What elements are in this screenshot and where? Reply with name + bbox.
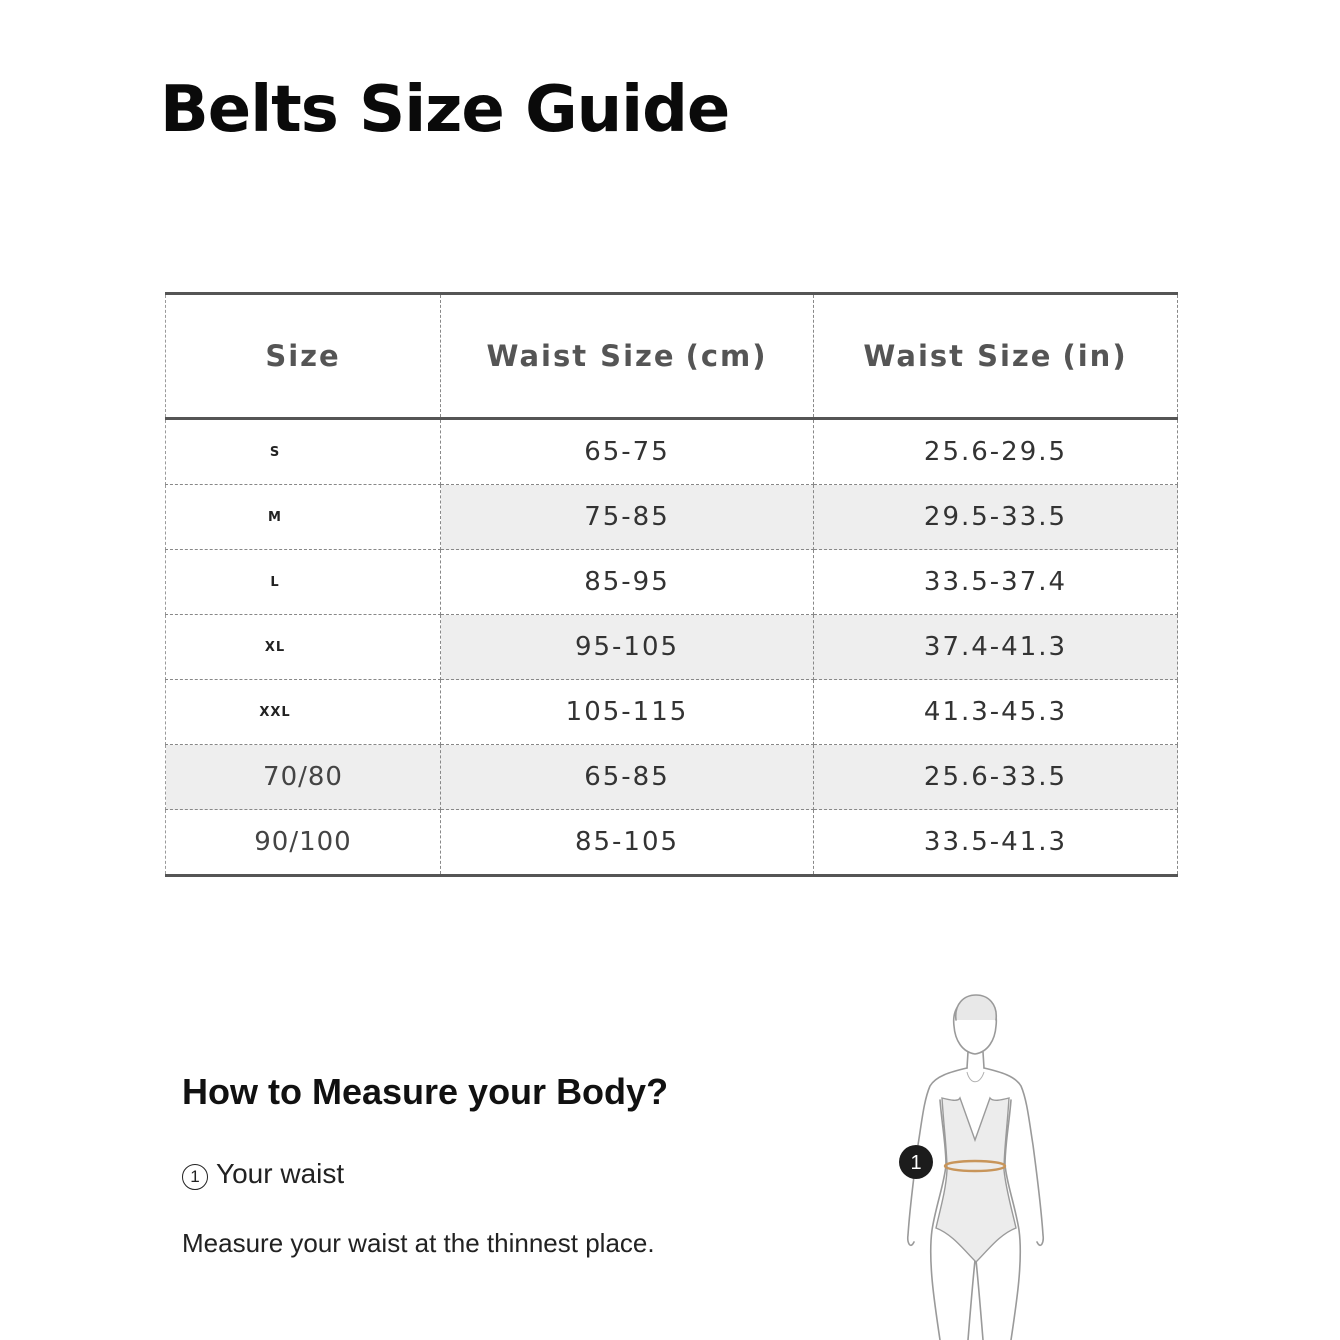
row-waist-cm: 65-85 [441,745,814,810]
measure-description: Measure your waist at the thinnest place. [182,1228,655,1258]
header-size [166,294,441,419]
step-number-badge: 1 [182,1164,208,1190]
measure-step [182,1160,344,1190]
header-waist-cm-label: Waist Size [486,339,676,373]
row-waist-cm: 85-105 [441,810,814,876]
row-size: 90/100 [166,810,441,876]
page-title: Belts Size Guide [160,73,730,147]
row-waist-in: 41.3-45.3 [814,680,1178,745]
header-waist-cm-unit: (cm) [685,339,768,373]
measure-heading: How to Measure your Body? [182,1071,669,1112]
row-waist-cm: 105-115 [441,680,814,745]
swimsuit-shape [936,1098,1016,1262]
size-table [165,292,1178,877]
row-waist-cm: 85-95 [441,550,814,615]
header-waist-in-unit: (in) [1062,339,1128,373]
table-row [166,550,1178,615]
row-waist-in: 33.5-41.3 [814,810,1178,876]
table-header-row [166,294,1178,419]
row-size: M [166,485,441,550]
row-waist-in: 25.6-33.5 [814,745,1178,810]
row-waist-in: 25.6-29.5 [814,419,1178,485]
header-size-label: Size [265,339,341,373]
row-size: S [166,419,441,485]
row-size: 70/80 [166,745,441,810]
row-waist-in: 33.5-37.4 [814,550,1178,615]
header-waist-cm [441,294,814,419]
row-size: L [166,550,441,615]
step-label: Your waist [216,1158,345,1189]
waist-marker-number: 1 [910,1152,922,1174]
table-row [166,680,1178,745]
row-waist-in: 37.4-41.3 [814,615,1178,680]
table-row [166,810,1178,876]
body-figure-illustration [880,980,1080,1340]
header-waist-in-label: Waist Size [863,339,1053,373]
row-waist-cm: 75-85 [441,485,814,550]
header-waist-in [814,294,1178,419]
table-row [166,485,1178,550]
necklace [967,1072,984,1082]
table-row [166,615,1178,680]
row-size: XXL [166,680,441,745]
table-row [166,745,1178,810]
row-waist-cm: 65-75 [441,419,814,485]
row-waist-in: 29.5-33.5 [814,485,1178,550]
row-size: XL [166,615,441,680]
row-waist-cm: 95-105 [441,615,814,680]
table-row [166,419,1178,485]
